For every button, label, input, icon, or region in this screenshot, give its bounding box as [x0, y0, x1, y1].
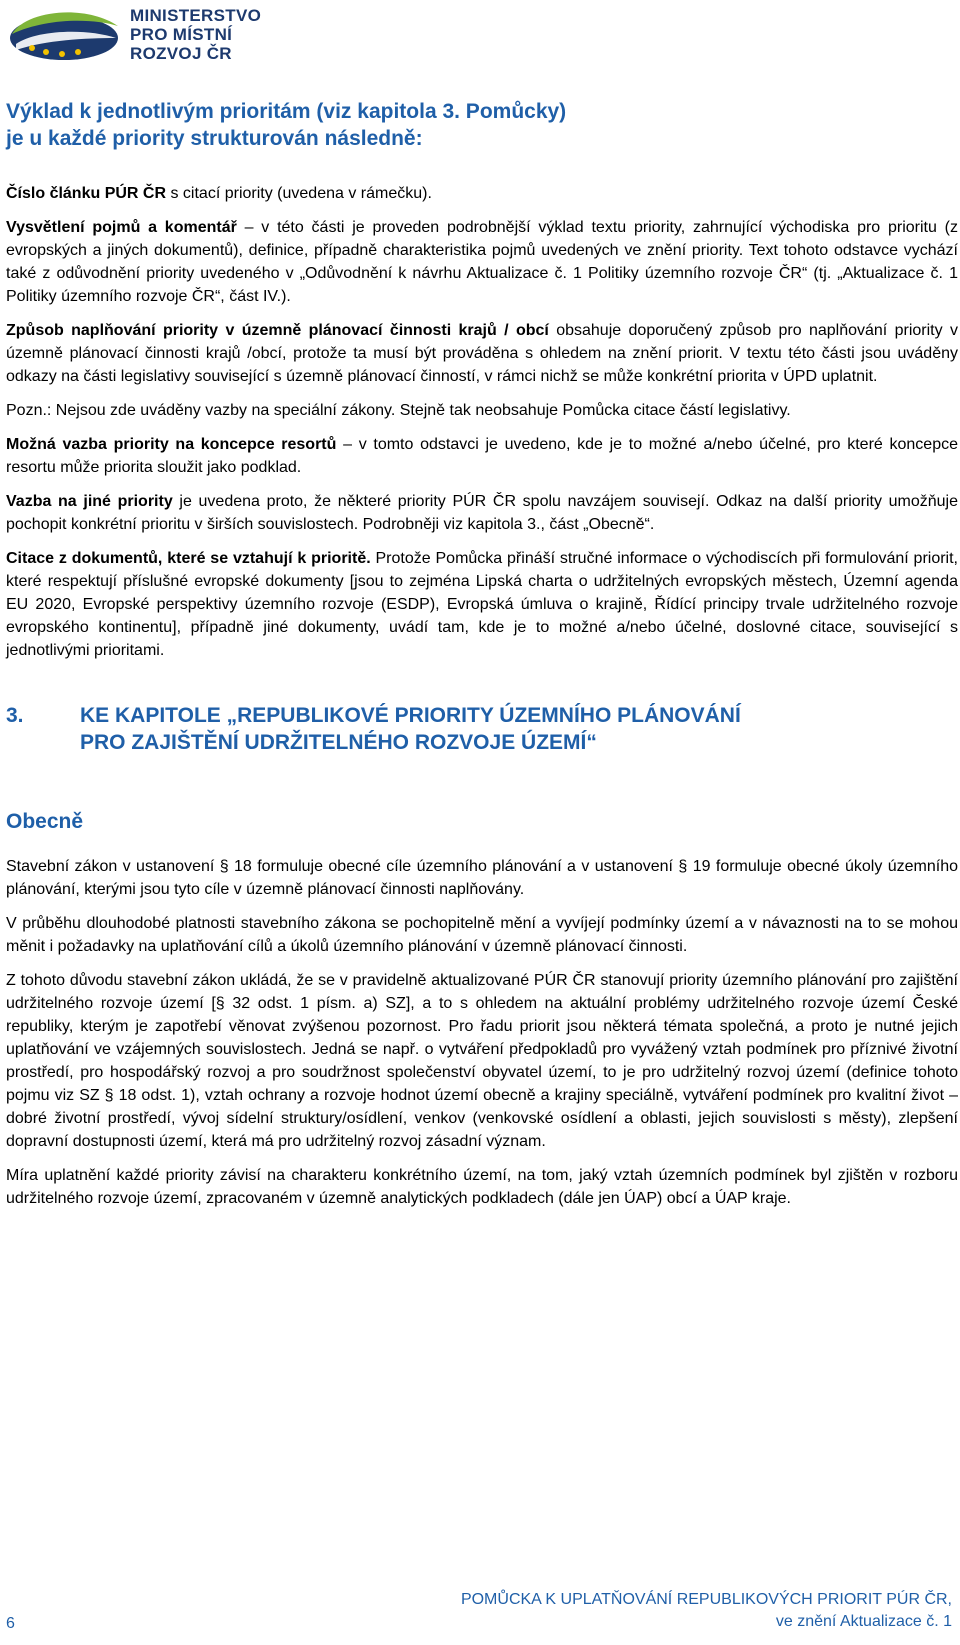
chapter-title-line: PRO ZAJIŠTĚNÍ UDRŽITELNÉHO ROZVOJE ÚZEMÍ“	[80, 731, 597, 754]
paragraph-text: je uvedena proto, že některé priority PÚR ČR spolu navzájem souvisejí. Odkaz na další priority umožňuje pochopit konkrétní prioritu v širších souvislostech. Podrobněji viz kapitola 3., část „Obecně“.	[6, 493, 959, 533]
footer-line: POMŮCKA K UPLATŇOVÁNÍ REPUBLIKOVÝCH PRIORIT PÚR ČR,	[460, 1591, 952, 1608]
section-heading: Obecně	[6, 810, 84, 833]
paragraph: Míra uplatnění každé priority závisí na charakteru konkrétního území, na tom, jaký vztah územních podmínek byl zjištěn v rozboru udržitelného rozvoje území, zpracovaném v územně analytických podkladech (dále jen ÚAP) obcí a ÚAP kraje.	[6, 1167, 958, 1207]
logo-line: MINISTERSTVO	[130, 6, 262, 25]
paragraph	[6, 433, 958, 479]
paragraph	[6, 319, 958, 388]
logo-line: ROZVOJ ČR	[130, 44, 232, 63]
paragraph: Z tohoto důvodu stavební zákon ukládá, že se v pravidelně aktualizované PÚR ČR stanovují priority územního plánování pro zajištění udržitelného rozvoje území [§ 32 odst. 1 písm. a) SZ], a to s ohledem na aktuální problémy udržitelného rozvoje území České republiky, kterým je zapotřebí věnovat zvýšenou pozornost. Pro řadu priorit jsou některá témata společná, a proto je nutné jejich uplatňování ve vzájemných souvislostech. Jedná se např. o vytváření předpokladů pro vyvážený vztah podmínek pro příznivé životní prostředí, pro hospodářský rozvoj a pro soudržnost společenství obyvatel území, to je pro udržitelný rozvoj území (definice tohoto pojmu viz SZ § 18 odst. 1), vztah ochrany a rozvoje hodnot území obecně a krajiny speciálně, vytváření podmínek pro kvalitní život – dobré životní prostředí, vývoj sídelní struktury/osídlení, venkov (venkovské osídlení a oblasti, jejich souvislosti s městy), zlepšení dopravní dostupnosti území, která má pro udržitelný rozvoj zásadní význam.	[6, 972, 958, 1150]
paragraph-text: – v této části je proveden podrobnější výklad textu priority, zahrnující východiska pro prioritu (z evropských a jiných dokumentů), definice, případně charakteristika pojmů uvedených ve znění priority. Text tohoto odstavce vychází také z odůvodnění priority uvedeného v „Odůvodnění k návrhu Aktualizace č. 1 Politiky územního rozvoje ČR“ (tj. „Aktualizace č. 1 Politiky územního rozvoje ČR“, část IV.).	[6, 219, 958, 305]
logo-text	[130, 6, 330, 63]
bold-term: Možná vazba priority na koncepce resortů	[6, 436, 337, 453]
page-number: 6	[6, 1615, 15, 1632]
heading-line: Výklad k jednotlivým prioritám (viz kapitola 3. Pomůcky)	[6, 100, 567, 123]
paragraph-text: Protože Pomůcka přináší stručné informace o východiscích při formulování priorit, které respektují příslušné evropské dokumenty [jsou to zejména Lipská charta o udržitelných evropských městech, Územní agenda EU 2020, Evropské perspektivy územního rozvoje (ESDP), Evropská úmluva o krajině, Řídící principy trvale udržitelného rozvoje evropského kontinentu], případně jiné dokumenty, uvádí tam, kde je to možné a/nebo účelné, doslovné citace, související s jednotlivými prioritami.	[6, 550, 959, 659]
heading-line: je u každé priority strukturován následně:	[6, 127, 423, 150]
bold-term: Číslo článku PÚR ČR	[6, 185, 167, 202]
chapter-title	[80, 702, 958, 756]
paragraph: Pozn.: Nejsou zde uváděny vazby na speciální zákony. Stejně tak neobsahuje Pomůcka citace částí legislativy.	[6, 402, 791, 419]
chapter-title-line: KE KAPITOLE „REPUBLIKOVÉ PRIORITY ÚZEMNÍHO PLÁNOVÁNÍ	[80, 704, 741, 727]
paragraph-text: obsahuje doporučený způsob pro naplňování priority v územně plánovací činnosti krajů /obcí, protože ta musí být prováděna s ohledem na znění priorit. V textu této části jsou uváděny odkazy na části legislativy související s územně plánovací činností, v rámci nichž se může konkrétní priorita v ÚPD uplatnit.	[6, 322, 958, 385]
document-body	[6, 98, 958, 1221]
footer-line: ve znění Aktualizace č. 1	[775, 1613, 952, 1630]
bold-term: Způsob naplňování priority v územně plánovací činnosti krajů / obcí	[6, 322, 549, 339]
paragraph	[6, 182, 958, 205]
paragraph: Stavební zákon v ustanovení § 18 formuluje obecné cíle územního plánování a v ustanovení § 19 formuluje obecné úkoly územního plánování, kterými jsou tyto cíle v územně plánovací činnosti naplňovány.	[6, 858, 958, 898]
logo-line: PRO MÍSTNÍ	[130, 25, 233, 44]
paragraph: V průběhu dlouhodobé platnosti stavebního zákona se pochopitelně mění a vyvíjejí podmínky území a v návaznosti na to se mohou měnit i požadavky na uplatňování cílů a úkolů územního plánování v územně plánovací činnosti.	[6, 915, 958, 955]
paragraph-text: s citací priority (uvedena v rámečku).	[166, 185, 432, 202]
paragraph	[6, 547, 958, 662]
bold-term: Vysvětlení pojmů a komentář	[6, 219, 237, 236]
logo-emblem-icon	[6, 4, 122, 64]
intro-heading	[6, 98, 958, 152]
page-footer	[6, 1589, 952, 1635]
paragraph	[6, 490, 958, 536]
bold-term: Citace z dokumentů, které se vztahují k prioritě.	[6, 550, 371, 567]
chapter-heading	[6, 702, 958, 756]
chapter-number: 3.	[6, 704, 24, 727]
footer-title	[461, 1589, 952, 1633]
bold-term: Vazba na jiné priority	[6, 493, 173, 510]
paragraph-text: – v tomto odstavci je uvedeno, kde je to možné a/nebo účelné, pro které koncepce resortu může priorita sloužit jako podklad.	[6, 436, 958, 476]
paragraph	[6, 216, 958, 308]
